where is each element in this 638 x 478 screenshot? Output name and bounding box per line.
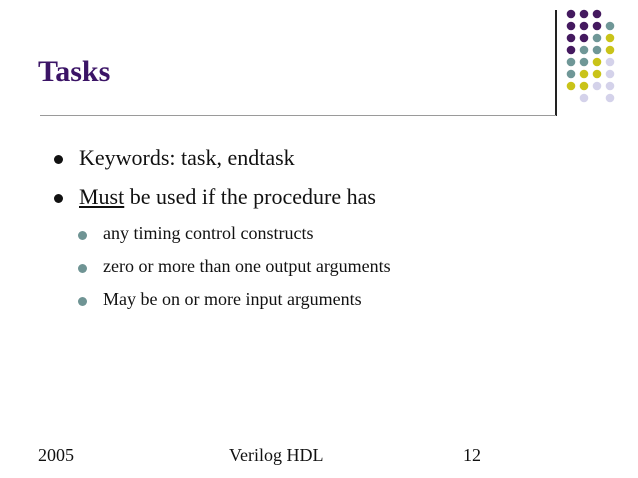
bullet-dot-icon [54,155,63,164]
decor-dot [567,82,576,91]
decor-dot [593,34,602,43]
sub-bullet-dot-icon [78,297,87,306]
bullet-emphasis: Must [79,184,125,209]
bullet-item [79,184,376,210]
vertical-divider [555,10,557,116]
decor-dot [567,58,576,67]
footer-page-number: 12 [463,445,481,465]
sub-bullet-dot-icon [78,231,87,240]
decor-dot [567,46,576,55]
bullet-text: be used if the procedure has [124,184,376,209]
sub-bullet-item [103,256,391,277]
decor-dot [580,10,589,19]
decor-dot [606,46,615,55]
sub-bullet-dot-icon [78,264,87,273]
decor-dot [593,10,602,19]
slide-title: Tasks [38,55,111,88]
decor-dot [606,70,615,79]
decor-dot [606,34,615,43]
bullet-dot-icon [54,194,63,203]
decor-dot [580,46,589,55]
decor-dot [593,58,602,67]
decor-dot [580,22,589,31]
decor-dot [580,34,589,43]
decor-dot [593,46,602,55]
decor-dot [606,82,615,91]
decor-dot [580,58,589,67]
decor-dot [606,58,615,67]
sub-bullet-text: zero or more than one output arguments [103,256,391,276]
sub-bullet-item [103,223,313,244]
decor-dot [580,70,589,79]
decor-dot [580,82,589,91]
bullet-item [79,145,295,171]
sub-bullet-text: any timing control constructs [103,223,314,243]
decor-dot [606,94,615,103]
footer-title: Verilog HDL [229,445,324,465]
decor-dot [567,70,576,79]
decor-dot [580,94,589,103]
decor-dot [593,22,602,31]
decor-dot [567,10,576,19]
decor-dot [606,22,615,31]
decor-dot [593,82,602,91]
footer-year: 2005 [38,445,74,465]
title-underline-rule [40,115,556,116]
dot-grid [567,10,615,103]
decor-dot [593,70,602,79]
decor-dot [567,22,576,31]
sub-bullet-item [103,289,362,310]
sub-bullet-text: May be on or more input arguments [103,289,362,309]
decor-dot [567,34,576,43]
bullet-text: Keywords: task, endtask [79,145,295,170]
